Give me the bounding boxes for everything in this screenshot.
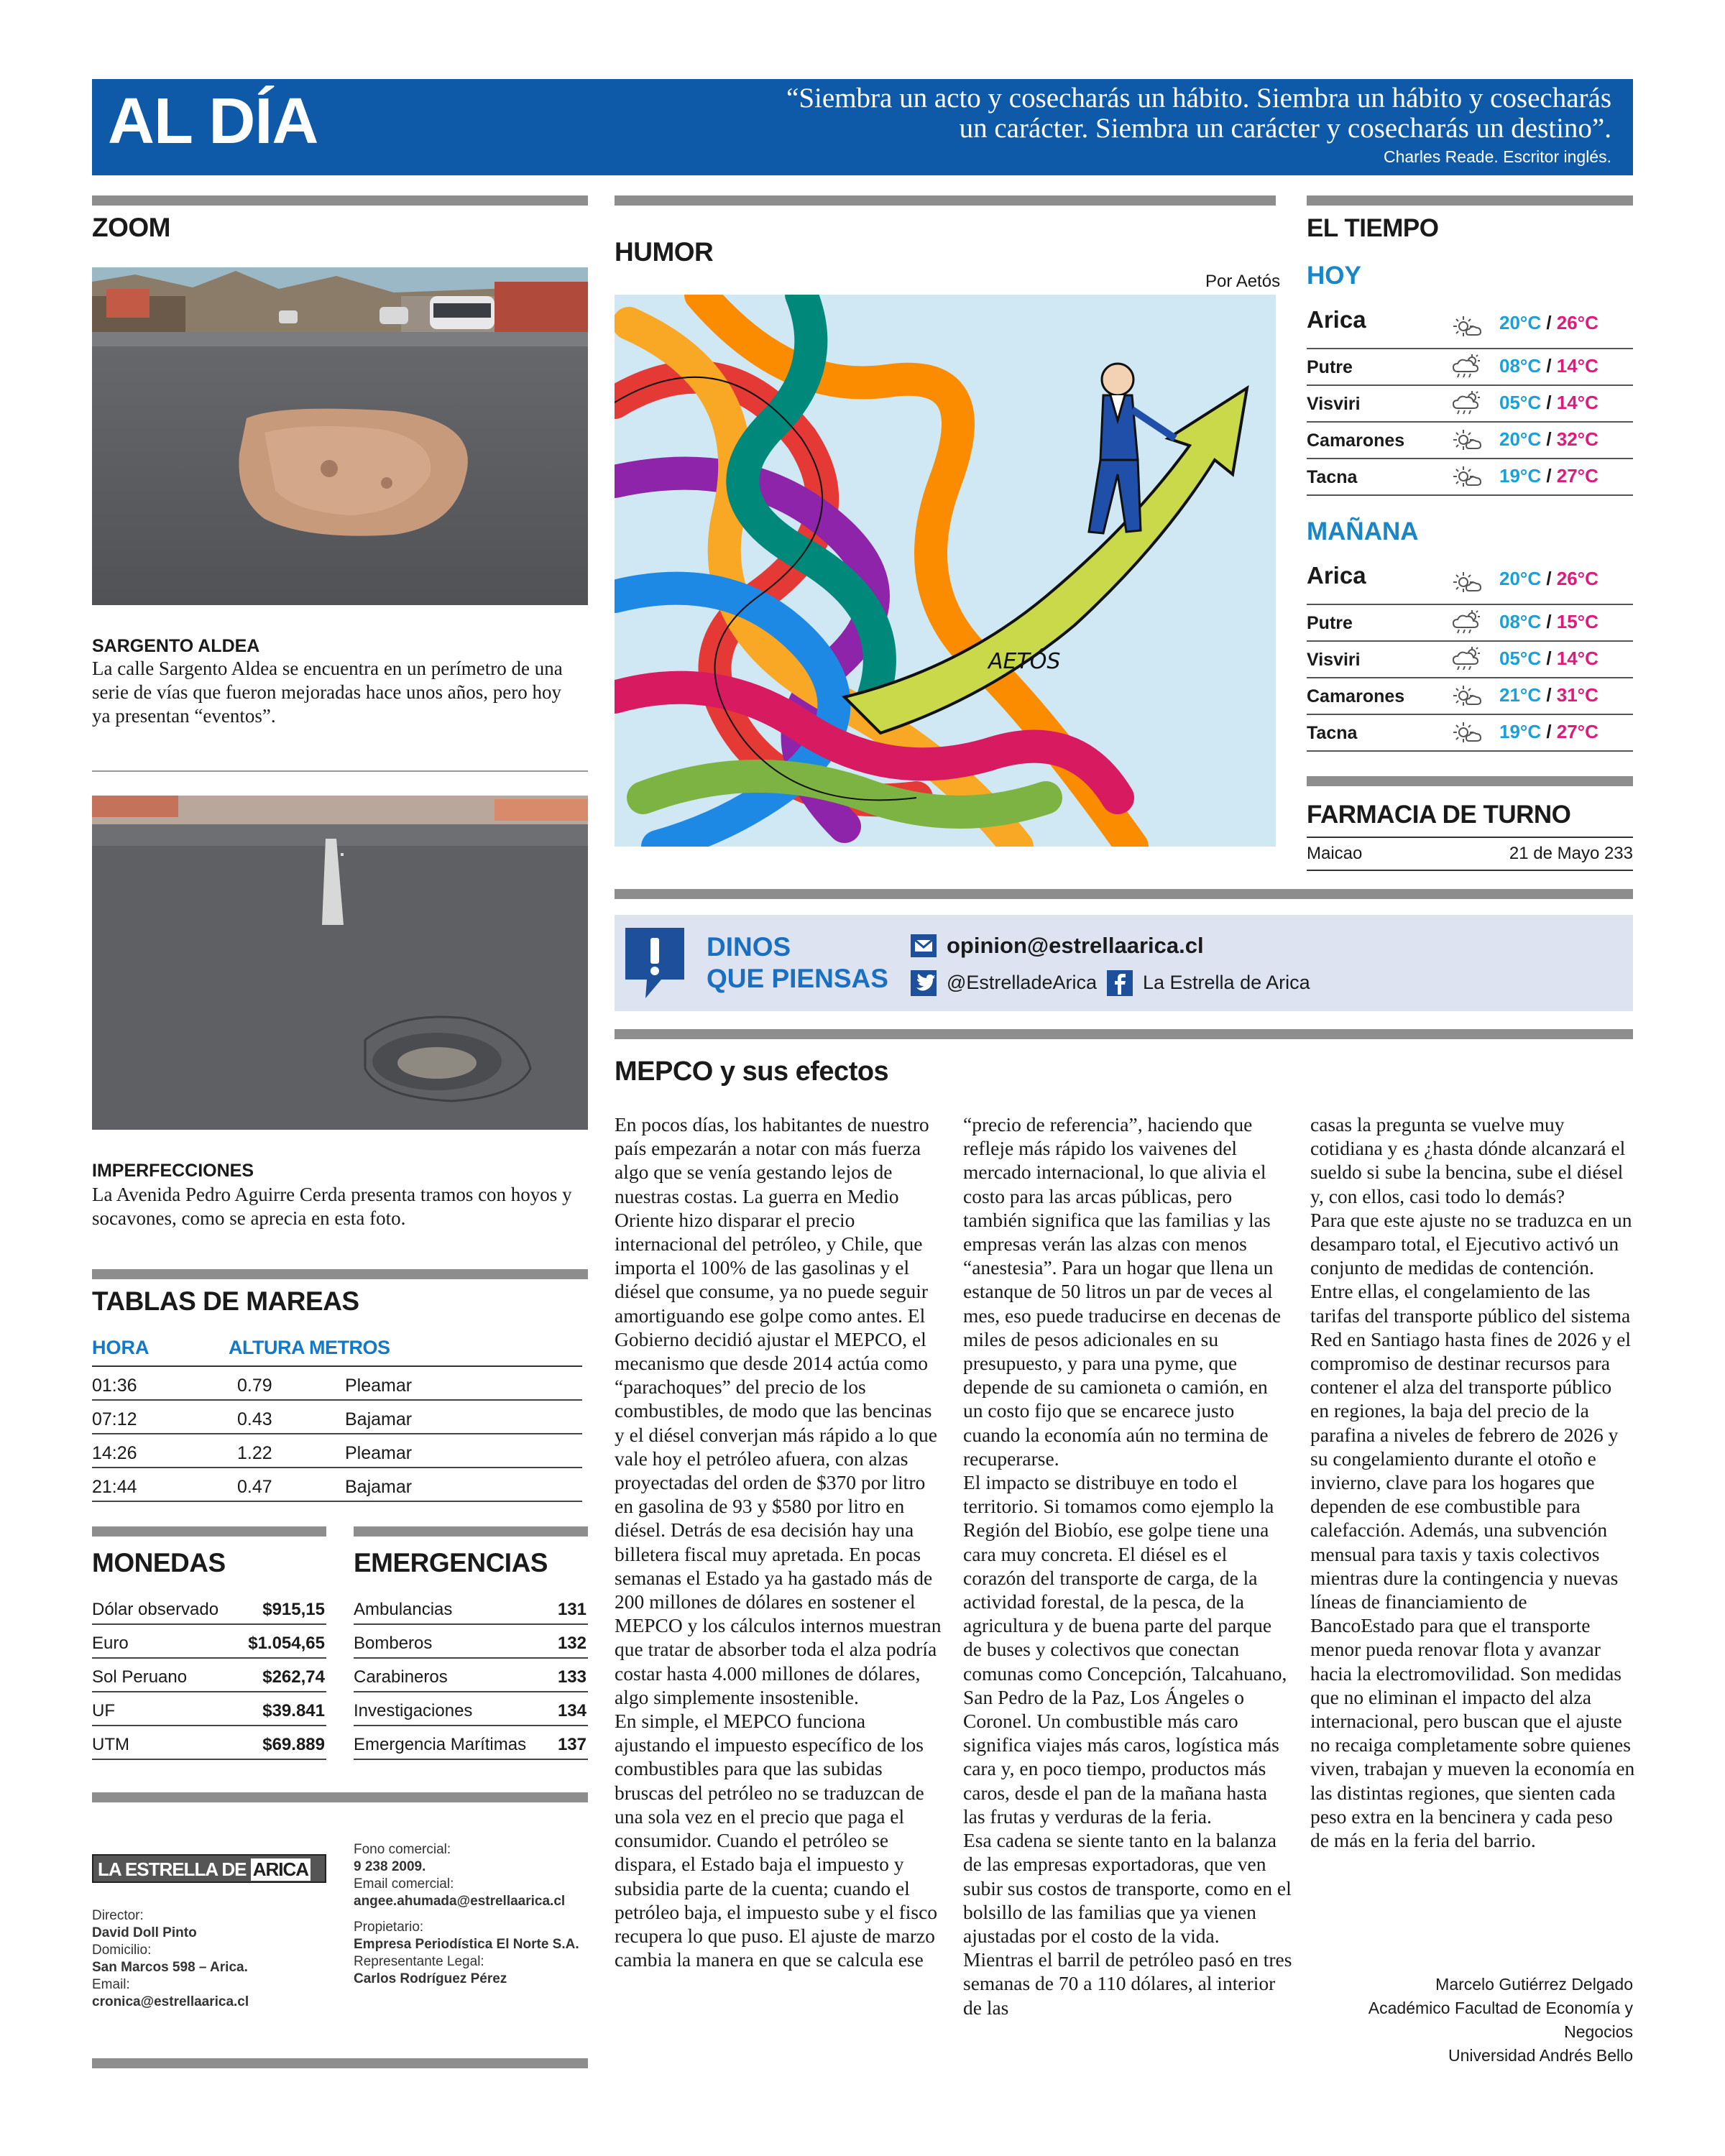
weather-temps: 19°C / 27°C: [1499, 465, 1598, 487]
temp-min: 20°C: [1499, 428, 1542, 450]
divider: [92, 770, 588, 772]
table-row: Euro $1.054,65: [92, 1625, 326, 1659]
photo1-caption-head: SARGENTO ALDEA: [92, 636, 260, 656]
cloud-rain-icon: [1450, 390, 1484, 416]
weather-row: [1307, 715, 1633, 752]
weather-temps: 08°C / 15°C: [1499, 611, 1598, 632]
table-row: Emergencia Marítimas 137: [354, 1726, 588, 1760]
temp-max: 31°C: [1556, 684, 1598, 706]
weather-row: [1307, 678, 1633, 715]
facebook-icon: [1107, 970, 1133, 996]
temp-min: 20°C: [1499, 568, 1542, 589]
divider: [1307, 870, 1633, 871]
table-row: Ambulancias 131: [354, 1591, 588, 1625]
weather-temps: 05°C / 14°C: [1499, 648, 1598, 669]
divider: [92, 195, 588, 206]
weather-row: [1307, 423, 1633, 459]
weather-city: Camarones: [1307, 430, 1405, 451]
weather-today-label: HOY: [1307, 262, 1361, 290]
table-row: Sol Peruano $262,74: [92, 1659, 326, 1692]
weather-row: [1307, 386, 1633, 423]
temp-min: 05°C: [1499, 392, 1542, 413]
section-title: AL DÍA: [108, 86, 318, 157]
pharmacy-title: FARMACIA DE TURNO: [1307, 801, 1571, 829]
temp-min: 08°C: [1499, 355, 1542, 377]
article-column-3: [1310, 1112, 1635, 1939]
quote-author: Charles Reade. Escritor inglés.: [1383, 147, 1611, 166]
table-row: 07:12 0.43 Bajamar: [92, 1401, 582, 1434]
contact-facebook[interactable]: La Estrella de Arica: [1143, 972, 1310, 993]
sun-cloud-icon: [1450, 464, 1484, 489]
tides-col-hora: HORA: [92, 1337, 150, 1358]
weather-row: [1307, 459, 1633, 496]
article-author-university: Universidad Andrés Bello: [1448, 2046, 1633, 2065]
temp-min: 21°C: [1499, 684, 1542, 706]
quote-line-2: un carácter. Siembra un carácter y cosecharás un destino”.: [959, 113, 1611, 144]
cloud-rain-icon: [1450, 646, 1484, 672]
cloud-rain-icon: [1450, 354, 1484, 379]
divider: [92, 1792, 588, 1802]
temp-max: 15°C: [1556, 611, 1598, 632]
article-author-title2: Negocios: [1564, 2022, 1633, 2041]
photo2-caption-text: La Avenida Pedro Aguirre Cerda presenta tramos con hoyos y socavones, como se aprecia en esta foto.: [92, 1184, 572, 1229]
temp-min: 19°C: [1499, 721, 1542, 742]
weather-temps: 19°C / 27°C: [1499, 721, 1598, 742]
divider: [615, 889, 1633, 899]
sun-cloud-icon: [1450, 427, 1484, 453]
tides-col-altura: ALTURA METROS: [229, 1337, 390, 1358]
table-row: Dólar observado $915,15: [92, 1591, 326, 1625]
table-row: Investigaciones 134: [354, 1692, 588, 1726]
photo-pedro-aguirre-cerda: [92, 796, 588, 1130]
photo2-caption-head: IMPERFECCIONES: [92, 1161, 254, 1181]
masthead-right: Fono comercial: 9 238 2009. Email comercial: angee.ahumada@estrellaarica.cl Propietario: Empresa Periodística El Norte S.A. Representante Legal: Carlos Rodríguez Pérez: [354, 1842, 579, 1986]
temp-max: 26°C: [1556, 568, 1598, 589]
humor-byline: Por Aetós: [1205, 272, 1281, 291]
divider: [92, 1269, 588, 1279]
sun-cloud-icon: [1450, 683, 1484, 709]
weather-city: Camarones: [1307, 686, 1405, 706]
contact-email[interactable]: opinion@estrellaarica.cl: [947, 933, 1204, 958]
weather-city: Tacna: [1307, 467, 1358, 487]
article-text-col3: casas la pregunta se vuelve muy cotidiana y es ¿hasta dónde alcanzará el sueldo si sube la bencina, sube el diésel y, con ellos, casi todo lo demás? Para que este ajuste no se traduzca en un desamparo total, el Ejecutivo activó un conjunto de medidas de contención. Entre ellas, el congelamiento de las tarifas del transporte público del sistema Red en Santiago hasta fines de 2026 y el compromiso de destinar recursos para contener el alza del transporte público en regiones, la baja del precio de la parafina a niveles de febrero de 2026 y su congelamiento durante el otoño e invierno, clave para los hogares que dependen de ese combustible para calefacción. Además, una subvención mensual para taxis y taxis colectivos mientras dure la contingencia y nuevas líneas de financiamiento de BancoEstado para que el transporte menor pueda renovar flota y avanzar hacia la electromovilidad. Son medidas que no eliminan el impacto del alza internacional, pero buscan que el ajuste no recaiga completamente sobre quienes viven, trabajan y mueven la economía en las distintas regiones, que sienten cada peso extra en la bencinera y cada peso de más en la feria del barrio.: [1310, 1113, 1635, 1852]
weather-title: EL TIEMPO: [1307, 214, 1439, 242]
article-column-2: [963, 1112, 1292, 2068]
table-row: Bomberos 132: [354, 1625, 588, 1659]
temp-max: 14°C: [1556, 355, 1598, 377]
twitter-icon: [911, 970, 937, 996]
pharmacy-name: Maicao: [1307, 844, 1363, 863]
article-title: MEPCO y sus efectos: [615, 1056, 889, 1087]
sun-cloud-icon: [1450, 569, 1484, 595]
temp-min: 19°C: [1499, 465, 1542, 487]
humor-title: HUMOR: [615, 237, 714, 267]
weather-city: Arica: [1307, 306, 1366, 333]
weather-temps: 08°C / 14°C: [1499, 355, 1598, 377]
weather-row: [1307, 302, 1633, 349]
humor-cartoon: [615, 295, 1276, 847]
weather-temps: 05°C / 14°C: [1499, 392, 1598, 413]
weather-temps: 20°C / 26°C: [1499, 568, 1598, 589]
weather-tomorrow-label: MAÑANA: [1307, 517, 1419, 545]
currencies-title: MONEDAS: [92, 1548, 226, 1577]
temp-max: 14°C: [1556, 648, 1598, 669]
quote-line-1: “Siembra un acto y cosecharás un hábito. Siembra un hábito y cosecharás: [786, 83, 1611, 114]
table-row: Carabineros 133: [354, 1659, 588, 1692]
table-row: 14:26 1.22 Pleamar: [92, 1434, 582, 1468]
temp-min: 08°C: [1499, 611, 1542, 632]
divider: [1307, 195, 1633, 206]
weather-city: Visviri: [1307, 394, 1361, 414]
temp-max: 27°C: [1556, 721, 1598, 742]
temp-max: 32°C: [1556, 428, 1598, 450]
pharmacy-address: 21 de Mayo 233: [1509, 844, 1633, 863]
weather-temps: 20°C / 32°C: [1499, 428, 1598, 450]
table-row: UF $39.841: [92, 1692, 326, 1726]
table-row: 01:36 0.79 Pleamar: [92, 1367, 582, 1401]
table-row: 21:44 0.47 Bajamar: [92, 1468, 582, 1502]
sun-cloud-icon: [1450, 719, 1484, 745]
divider: [1307, 776, 1633, 786]
article-column-1: [615, 1112, 944, 2068]
weather-city: Visviri: [1307, 650, 1361, 670]
masthead-left: Director: David Doll Pinto Domicilio: San Marcos 598 – Arica. Email: cronica@estrellaarica.cl: [92, 1908, 249, 2009]
divider: [92, 2058, 588, 2068]
newspaper-logo: LA ESTRELLA DE ARICA: [92, 1854, 326, 1883]
cloud-rain-icon: [1450, 609, 1484, 635]
zoom-title: ZOOM: [92, 213, 170, 242]
divider: [1307, 837, 1633, 838]
divider: [615, 1029, 1633, 1039]
weather-city: Putre: [1307, 357, 1353, 377]
temp-max: 27°C: [1556, 465, 1598, 487]
speech-bubble-icon: [621, 923, 689, 1003]
cartoon-signature: AETÓS: [988, 649, 1061, 674]
article-author: Marcelo Gutiérrez Delgado: [1435, 1975, 1633, 1994]
photo-sargento-aldea: [92, 267, 588, 605]
weather-city: Putre: [1307, 613, 1353, 633]
tides-title: TABLAS DE MAREAS: [92, 1286, 359, 1316]
temp-min: 05°C: [1499, 648, 1542, 669]
article-text-col2: “precio de referencia”, haciendo que refleje más rápido los vaivenes del mercado internacional, lo que alivia el costo para las arcas públicas, pero también significa que las familias y las empresas verán las alzas con menos “anestesia”. Para un hogar que llena un estanque de 50 litros un par de veces al mes, eso puede traducirse en decenas de miles de pesos adicionales en su presupuesto, y para una pyme, que depende de su camioneta o camión, en un costo fijo que se encarece justo cuando la economía aún no termina de recuperarse. El impacto se distribuye en todo el territorio. Si tomamos como ejemplo la Región del Biobío, ese golpe tiene una cara muy concreta. El diésel es el corazón del transporte de carga, de la actividad forestal, de la pesca, de la agricultura y de buena parte del parque de buses y colectivos que conectan comunas como Concepción, Talcahuano, San Pedro de la Paz, Los Ángeles o Coronel. Un combustible más caro significa viajes más caros, logística más cara y, en poco tiempo, productos más caros, desde el pan de la mañana hasta las frutas y verduras de la feria. Esa cadena se siente tanto en la balanza de las empresas exportadoras, que ven subir sus costos de transporte, como en el bolsillo de las familias que ya vienen ajustadas por el costo de la vida. Mientras el barril de petróleo pasó en tres semanas de 70 a 110 dólares, al interior de las: [963, 1113, 1292, 2019]
article-author-title1: Académico Facultad de Economía y: [1368, 1999, 1633, 2017]
contact-twitter[interactable]: @EstrelladeArica: [947, 972, 1097, 993]
weather-temps: 21°C / 31°C: [1499, 684, 1598, 706]
table-row: UTM $69.889: [92, 1726, 326, 1760]
weather-city: Arica: [1307, 562, 1366, 589]
weather-city: Tacna: [1307, 723, 1358, 743]
divider: [615, 195, 1276, 206]
weather-row: [1307, 605, 1633, 642]
sun-cloud-icon: [1450, 313, 1484, 339]
photo1-caption-text: La calle Sargento Aldea se encuentra en un perímetro de una serie de vías que fueron mejoradas hace unos años, pero hoy ya presentan “eventos”.: [92, 658, 563, 727]
temp-min: 20°C: [1499, 312, 1542, 333]
article-text-col1: En pocos días, los habitantes de nuestro país empezarán a notar con más fuerza algo que se venía gestando lejos de nuestras costas. La guerra en Medio Oriente hizo disparar el precio internacional del petróleo, y Chile, que importa el 100% de las gasolinas y el diésel que consume, ya no puede seguir amortiguando ese golpe como antes. El Gobierno decidió ajustar el MEPCO, el mecanismo que desde 2014 actúa como “parachoques” del precio de los combustibles, de modo que las bencinas y el diésel converjan más rápido a lo que vale hoy el petróleo afuera, con alzas proyectadas del orden de $370 por litro en gasolina de 93 y $580 por litro en diésel. Detrás de esa decisión hay una billetera fiscal muy apretada. En pocas semanas el Estado ya ha gastado más de 200 millones de dólares en sostener el MEPCO y los cálculos internos muestran que tratar de absorber toda el alza podría costar hasta 4.000 millones de dólares, algo simplemente insostenible. En simple, el MEPCO funciona ajustando el impuesto específico de los combustibles para que las subidas bruscas del petróleo no se traduzcan de una sola vez en el precio que paga el consumidor. Cuando el petróleo se dispara, el Estado baja el impuesto y subsidia parte de la cuenta; cuando el petróleo baja, el impuesto sube y el fisco recupera lo que puso. El ajuste de marzo cambia la manera en que se calcula ese: [615, 1113, 942, 1971]
emergencies-title: EMERGENCIAS: [354, 1548, 548, 1577]
weather-row: [1307, 558, 1633, 605]
article-author-block: [1368, 1973, 1633, 2068]
weather-temps: 20°C / 26°C: [1499, 312, 1598, 333]
divider: [92, 1526, 326, 1537]
mail-icon: [911, 934, 937, 957]
weather-row: [1307, 642, 1633, 678]
dinos-label: DINOS QUE PIENSAS: [707, 932, 888, 993]
temp-max: 26°C: [1556, 312, 1598, 333]
divider: [354, 1526, 588, 1537]
temp-max: 14°C: [1556, 392, 1598, 413]
weather-row: [1307, 349, 1633, 386]
